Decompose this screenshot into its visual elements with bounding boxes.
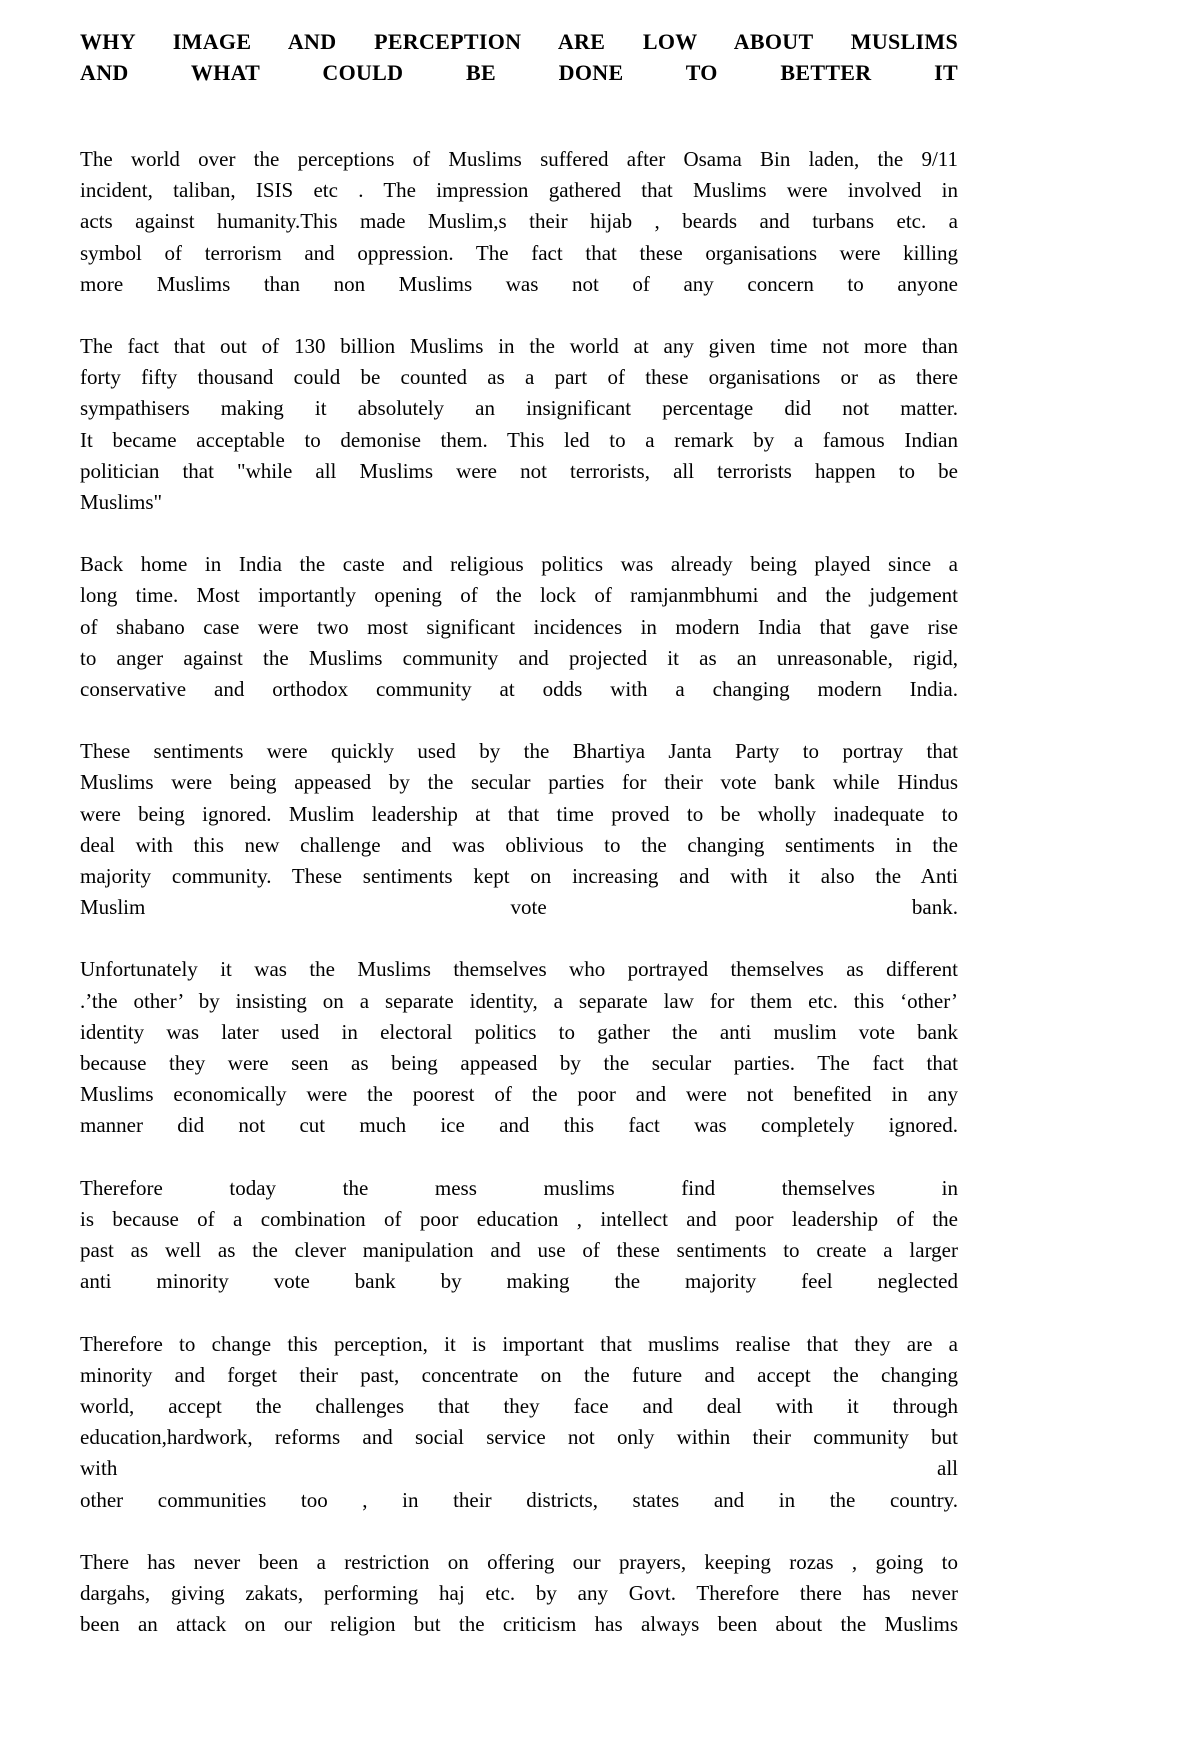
text-line: There has never been a restriction on offering our prayers, keeping rozas , going to xyxy=(80,1549,958,1574)
paragraph xyxy=(80,736,958,923)
text-line: The fact that out of 130 billion Muslims in the world at any given time not more than xyxy=(80,334,958,359)
paragraph xyxy=(80,331,958,518)
text-line: sympathisers making it absolutely an insignificant percentage did not matter. xyxy=(80,396,958,421)
text-line: of shabano case were two most significant incidences in modern India that gave rise xyxy=(80,614,958,639)
text-line: Therefore to change this perception, it is important that muslims realise that they are a xyxy=(80,1331,958,1356)
text-line: Therefore today the mess muslims find themselves in xyxy=(80,1175,958,1200)
text-line: acts against humanity.This made Muslim,s their hijab , beards and turbans etc. a xyxy=(80,209,958,234)
text-line: minority and forget their past, concentrate on the future and accept the changing xyxy=(80,1362,958,1387)
paragraph xyxy=(80,1173,958,1298)
text-line: world, accept the challenges that they face and deal with it through xyxy=(80,1393,958,1418)
text-line: deal with this new challenge and was oblivious to the changing sentiments in the xyxy=(80,832,958,857)
title-line: AND WHAT COULD BE DONE TO BETTER IT xyxy=(80,60,958,85)
document-body xyxy=(80,144,958,1640)
text-line: forty fifty thousand could be counted as a part of these organisations or as there xyxy=(80,365,958,390)
text-line: manner did not cut much ice and this fact was completely ignored. xyxy=(80,1113,958,1138)
text-line: other communities too , in their districts, states and in the country. xyxy=(80,1487,958,1512)
text-line: education,hardwork, reforms and social service not only within their community but xyxy=(80,1425,958,1450)
text-line: majority community. These sentiments kept on increasing and with it also the Anti xyxy=(80,864,958,889)
paragraph xyxy=(80,1547,958,1641)
text-line: Muslim vote bank. xyxy=(80,895,958,920)
text-line: These sentiments were quickly used by the Bhartiya Janta Party to portray that xyxy=(80,739,958,764)
paragraph xyxy=(80,954,958,1141)
text-line: with all xyxy=(80,1456,958,1481)
text-line: It became acceptable to demonise them. This led to a remark by a famous Indian xyxy=(80,427,958,452)
document-title xyxy=(80,26,958,88)
text-line: Muslims" xyxy=(80,490,163,515)
paragraph xyxy=(80,549,958,705)
text-line: symbol of terrorism and oppression. The fact that these organisations were killing xyxy=(80,240,958,265)
text-line: Muslims were being appeased by the secular parties for their vote bank while Hindus xyxy=(80,770,958,795)
paragraph xyxy=(80,1329,958,1516)
text-line: past as well as the clever manipulation and use of these sentiments to create a larger xyxy=(80,1238,958,1263)
text-line: Muslims economically were the poorest of the poor and were not benefited in any xyxy=(80,1082,958,1107)
text-line: to anger against the Muslims community and projected it as an unreasonable, rigid, xyxy=(80,645,958,670)
text-line: conservative and orthodox community at odds with a changing modern India. xyxy=(80,677,958,702)
text-line: anti minority vote bank by making the majority feel neglected xyxy=(80,1269,958,1294)
text-line: because they were seen as being appeased by the secular parties. The fact that xyxy=(80,1051,958,1076)
text-line: The world over the perceptions of Muslims suffered after Osama Bin laden, the 9/11 xyxy=(80,147,958,171)
title-line: WHY IMAGE AND PERCEPTION ARE LOW ABOUT MUSLIMS xyxy=(80,29,958,54)
text-line: Back home in India the caste and religious politics was already being played since a xyxy=(80,552,958,577)
text-line: were being ignored. Muslim leadership at that time proved to be wholly inadequate to xyxy=(80,801,958,826)
text-line: long time. Most importantly opening of the lock of ramjanmbhumi and the judgement xyxy=(80,583,958,608)
text-line: is because of a combination of poor education , intellect and poor leadership of the xyxy=(80,1206,958,1231)
text-line: more Muslims than non Muslims was not of any concern to anyone xyxy=(80,271,958,296)
text-line: dargahs, giving zakats, performing haj etc. by any Govt. Therefore there has never xyxy=(80,1580,958,1605)
text-line: politician that "while all Muslims were not terrorists, all terrorists happen to be xyxy=(80,458,958,483)
paragraph xyxy=(80,144,958,300)
text-line: identity was later used in electoral politics to gather the anti muslim vote bank xyxy=(80,1019,958,1044)
text-line: Unfortunately it was the Muslims themselves who portrayed themselves as different xyxy=(80,957,958,982)
text-line: .’the other’ by insisting on a separate identity, a separate law for them etc. this ‘other’ xyxy=(80,988,958,1013)
text-line: been an attack on our religion but the criticism has always been about the Muslims xyxy=(80,1612,958,1637)
text-line: incident, taliban, ISIS etc . The impression gathered that Muslims were involved in xyxy=(80,178,958,203)
